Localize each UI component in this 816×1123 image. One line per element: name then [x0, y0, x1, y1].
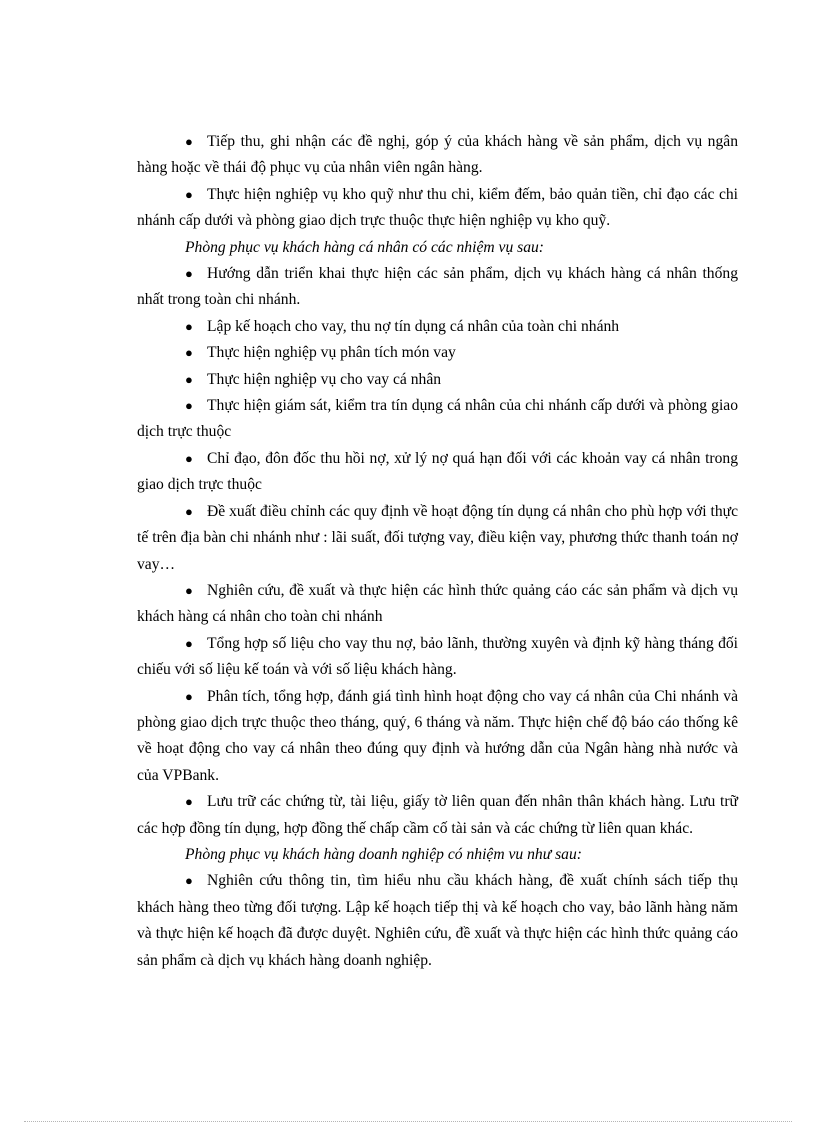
section-heading: Phòng phục vụ khách hàng doanh nghiệp có nhiệm vu như sau:	[185, 845, 582, 863]
paragraph-text: Nghiên cứu, đề xuất và thực hiện các hình thức quảng cáo các sản phẩm và dịch vụ khách hàng cá nhân cho toàn chi nhánh	[137, 581, 738, 626]
paragraph-text: Thực hiện nghiệp vụ phân tích món vay	[207, 344, 456, 362]
bullet-paragraph	[137, 446, 738, 499]
bullet-icon: ●	[185, 266, 193, 282]
bullet-icon: ●	[185, 371, 193, 387]
bullet-icon: ●	[185, 794, 193, 810]
paragraph-text: Thực hiện nghiệp vụ cho vay cá nhân	[207, 370, 442, 388]
bullet-icon: ●	[185, 345, 193, 361]
paragraph-text: Lưu trữ các chứng từ, tài liệu, giấy tờ liên quan đến nhân thân khách hàng. Lưu trữ các hợp đồng tín dụng, hợp đồng thế chấp cầm cố tài sản và các chứng từ liên quan khác.	[137, 793, 738, 837]
bullet-icon: ●	[185, 582, 193, 598]
bullet-paragraph	[137, 367, 738, 393]
paragraph-text: Tiếp thu, ghi nhận các đề nghị, góp ý của khách hàng về sản phẩm, dịch vụ ngân hàng hoặc về thái độ phục vụ của nhân viên ngân hàng.	[137, 133, 738, 177]
bullet-icon: ●	[185, 318, 193, 334]
bullet-paragraph	[137, 684, 738, 790]
bullet-icon: ●	[185, 635, 193, 651]
bullet-icon: ●	[185, 688, 193, 704]
paragraph-text: Thực hiện nghiệp vụ kho quỹ như thu chi, kiểm đếm, bảo quản tiền, chỉ đạo các chi nhánh cấp dưới và phòng giao dịch trực thuộc thực hiện nghiệp vụ kho quỹ.	[137, 185, 738, 230]
document-page	[137, 129, 738, 974]
bullet-paragraph	[137, 631, 738, 684]
bullet-icon: ●	[185, 186, 193, 202]
paragraph-text: Hướng dẫn triển khai thực hiện các sản phẩm, dịch vụ khách hàng cá nhân thống nhất trong toàn chi nhánh.	[137, 265, 738, 309]
paragraph-text: Chỉ đạo, đôn đốc thu hồi nợ, xử lý nợ quá hạn đối với các khoản vay cá nhân trong giao dịch trực thuộc	[137, 449, 738, 494]
bullet-paragraph	[137, 393, 738, 446]
bullet-paragraph	[137, 314, 738, 340]
section-heading: Phòng phục vụ khách hàng cá nhân có các nhiệm vụ sau:	[185, 238, 544, 256]
bullet-icon: ●	[185, 398, 193, 414]
paragraph-text: Đề xuất điều chỉnh các quy định về hoạt động tín dụng cá nhân cho phù hợp với thực tế trên địa bàn chi nhánh như : lãi suất, đối tượng vay, điều kiện vay, phương thức thanh toán nợ vay…	[137, 502, 738, 573]
bullet-paragraph	[137, 499, 738, 578]
bullet-paragraph	[137, 129, 738, 182]
bullet-paragraph	[137, 578, 738, 631]
paragraph-text: Lập kế hoạch cho vay, thu nợ tín dụng cá nhân của toàn chi nhánh	[207, 317, 620, 335]
page-bottom-divider	[24, 1121, 792, 1122]
bullet-paragraph	[137, 182, 738, 235]
paragraph-text: Phân tích, tổng hợp, đánh giá tình hình hoạt động cho vay cá nhân của Chi nhánh và phòng giao dịch trực thuộc theo tháng, quý, 6 tháng và năm. Thực hiện chế độ báo cáo thống kê về hoạt động cho vay cá nhân theo đúng quy định và hướng dẫn của Ngân hàng nhà nước và của VPBank.	[137, 687, 738, 784]
bullet-icon: ●	[185, 503, 193, 519]
bullet-paragraph	[137, 261, 738, 314]
bullet-icon: ●	[185, 450, 193, 466]
paragraph-text: Tổng hợp số liệu cho vay thu nợ, bảo lãnh, thường xuyên và định kỹ hàng tháng đối chiếu với số liệu kế toán và với số liệu khách hàng.	[137, 634, 738, 679]
bullet-paragraph	[137, 868, 738, 974]
bullet-icon: ●	[185, 134, 193, 149]
bullet-paragraph	[137, 340, 738, 366]
paragraph-text: Nghiên cứu thông tin, tìm hiểu nhu cầu khách hàng, đề xuất chính sách tiếp thụ khách hàng theo từng đối tượng. Lập kế hoạch tiếp thị và kế hoạch cho vay, bảo lãnh hàng năm và thực hiện kế hoạch đã được duyệt. Nghiên cứu, đề xuất và thực hiện các hình thức quảng cáo sản phẩm cà dịch vụ khách hàng doanh nghiệp.	[137, 872, 738, 969]
paragraph-text: Thực hiện giám sát, kiểm tra tín dụng cá nhân của chi nhánh cấp dưới và phòng giao dịch trực thuộc	[137, 397, 738, 441]
bullet-icon: ●	[185, 873, 193, 889]
bullet-paragraph	[137, 789, 738, 842]
